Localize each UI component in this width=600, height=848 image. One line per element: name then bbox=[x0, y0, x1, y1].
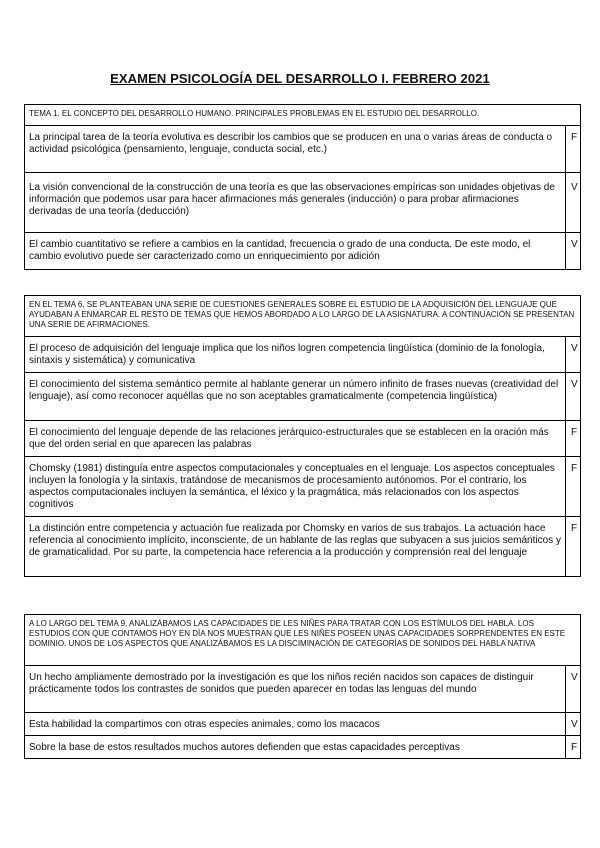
answer-cell: V bbox=[566, 713, 581, 736]
answer-cell: F bbox=[566, 517, 581, 577]
answer-cell: F bbox=[566, 457, 581, 517]
answer-cell: V bbox=[565, 233, 580, 270]
section-tema-1 bbox=[24, 104, 581, 270]
question-row bbox=[25, 666, 581, 713]
question-text: Chomsky (1981) distinguía entre aspectos computacionales y conceptuales en el lenguaje. Los aspectos conceptuales incluyen la fonología y la sintaxis, tratándose de mecanismos de procesamiento autónomos. Por el contrario, los aspectos computacionales incluyen la semántica, el léxico y la pragmática, más relacionados con los aspectos cognitivos bbox=[25, 457, 566, 517]
question-row bbox=[25, 736, 581, 759]
answer-cell: F bbox=[565, 126, 580, 173]
answer-cell: F bbox=[566, 421, 581, 457]
question-text: El conocimiento del sistema semántico permite al hablante generar un número infinito de frases nuevas (creatividad del lenguaje), así como reconocer aquéllas que no son aceptables gramaticalmente (competencia lingüística) bbox=[25, 373, 566, 421]
question-row bbox=[25, 421, 581, 457]
question-row bbox=[25, 233, 581, 270]
section-header: TEMA 1. EL CONCEPTO DEL DESARROLLO HUMANO. PRINCIPALES PROBLEMAS EN EL ESTUDIO DEL DESARROLLO. bbox=[25, 105, 581, 126]
question-text: El cambio cuantitativo se refiere a cambios en la cantidad, frecuencia o grado de una conducta. De este modo, el cambio evolutivo puede ser caracterizado como un enriquecimiento por adición bbox=[25, 233, 566, 270]
question-text: La principal tarea de la teoría evolutiva es describir los cambios que se producen en una o varias áreas de conducta o actividad psicológica (pensamiento, lenguaje, conducta social, etc.) bbox=[25, 126, 566, 173]
question-text: La visión convencional de la construcción de una teoría es que las observaciones empíricas son unidades objetivas de información que podemos usar para hacer afirmaciones más generales (inducción) o para probar afirmaciones derivadas de una teoría (deducción) bbox=[25, 173, 566, 233]
answer-cell: V bbox=[566, 337, 581, 373]
question-row bbox=[25, 457, 581, 517]
section-header: EN EL TEMA 6, SE PLANTEABAN UNA SERIE DE CUESTIONES GENERALES SOBRE EL ESTUDIO DE LA ADQUISICIÓN DEL LENGUAJE QUE AYUDABAN A ENMARCAR EL RESTO DE TEMAS QUE HEMOS ABORDADO A LO LARGO DE LA ASIGNATURA. A CONTINUACIÓN SE PRESENTAN UNA SERIE DE AFIRMACIONES. bbox=[25, 296, 581, 337]
answer-cell: V bbox=[566, 373, 581, 421]
answer-cell: V bbox=[566, 666, 581, 713]
answer-cell: F bbox=[566, 736, 581, 759]
section-tema-9 bbox=[24, 614, 581, 759]
question-row bbox=[25, 713, 581, 736]
section-header-row bbox=[25, 105, 581, 126]
section-header-row bbox=[25, 615, 581, 666]
question-text: El conocimiento del lenguaje depende de las relaciones jerárquico-estructurales que se establecen en la oración más que del orden serial en que aparecen las palabras bbox=[25, 421, 566, 457]
question-row bbox=[25, 373, 581, 421]
question-row bbox=[25, 173, 581, 233]
question-row bbox=[25, 337, 581, 373]
section-header-row bbox=[25, 296, 581, 337]
answer-cell: V bbox=[565, 173, 580, 233]
question-row bbox=[25, 126, 581, 173]
question-text: Un hecho ampliamente demostrado por la investigación es que los niños recién nacidos son capaces de distinguir prácticamente todos los contrastes de sonidos que pueden aparecer en todas las lenguas del mundo bbox=[25, 666, 566, 713]
question-text: Sobre la base de estos resultados muchos autores defienden que estas capacidades perceptivas bbox=[25, 736, 566, 759]
section-header: A LO LARGO DEL TEMA 9, ANALIZÁBAMOS LAS CAPACIDADES DE LES NIÑES PARA TRATAR CON LOS ESTÍMULOS DEL HABLA. LOS ESTUDIOS CON QUE CONTAMOS HOY EN DÍA NOS MUESTRAN QUE LES NIÑES POSEEN UNAS CAPACIDADES SORPRENDENTES EN ESTE DOMINIO. UNOS DE LOS ASPECTOS QUE ANALIZÁBAMOS ES LA DISCIMINACIÓN DE CATEGORÍAS DE SONIDOS DEL HABLA NATIVA bbox=[25, 615, 581, 666]
question-row bbox=[25, 517, 581, 577]
question-text: Esta habilidad la compartimos con otras especies animales, como los macacos bbox=[25, 713, 566, 736]
section-tema-6 bbox=[24, 295, 581, 577]
question-text: El proceso de adquisición del lenguaje implica que los niños logren competencia lingüística (dominio de la fonología, sintaxis y sistemática) y comunicativa bbox=[25, 337, 566, 373]
exam-title: EXAMEN PSICOLOGÍA DEL DESARROLLO I. FEBRERO 2021 bbox=[110, 71, 490, 86]
question-text: La distinción entre competencia y actuación fue realizada por Chomsky en varios de sus trabajos. La actuación hace referencia al conocimiento implícito, inconsciente, de un hablante de las reglas que subyacen a sus juicios semánticos y de gramaticalidad. Por su parte, la competencia hace referencia a la producción y comprensión real del lenguaje bbox=[25, 517, 566, 577]
